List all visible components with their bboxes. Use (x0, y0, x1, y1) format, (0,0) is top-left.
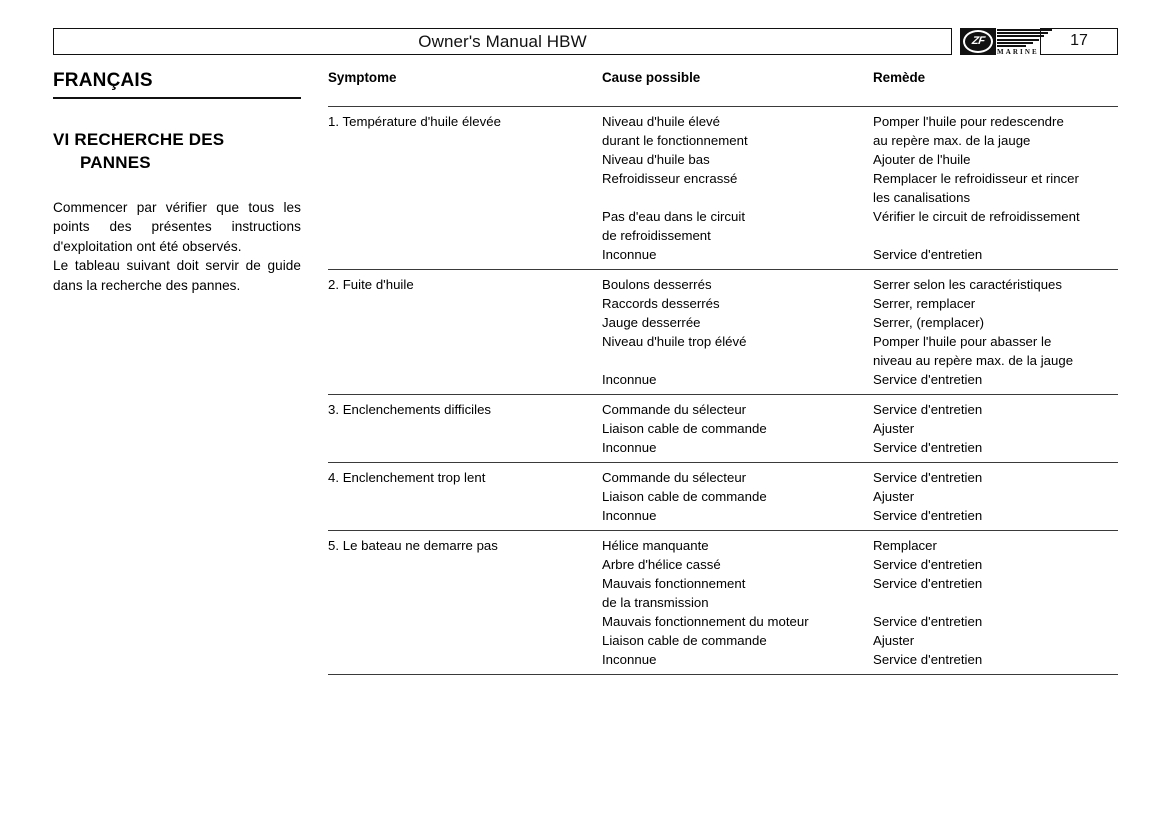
table-cell-line: Service d'entretien (873, 508, 983, 523)
table-cell-line: Mauvais fonctionnement (602, 576, 746, 591)
table-cell-line: Commande du sélecteur (602, 402, 747, 417)
table-header-row (328, 68, 1118, 106)
table-cell-line: 5. Le bateau ne demarre pas (328, 538, 498, 553)
section-heading (53, 128, 301, 174)
table-cell-line: Vérifier le circuit de refroidissement (873, 209, 1080, 224)
cell-symptome (328, 400, 602, 457)
cell-remede (873, 400, 1118, 457)
cell-cause (602, 400, 873, 457)
table-cell-line: Service d'entretien (873, 557, 983, 572)
table-cell-line: 1. Température d'huile élevée (328, 114, 501, 129)
cell-symptome (328, 468, 602, 525)
table-body (328, 107, 1118, 675)
table-row (328, 463, 1118, 530)
table-cell-line: Inconnue (602, 372, 657, 387)
table-cell-line: Pas d'eau dans le circuit (602, 209, 746, 224)
table-cell-line (602, 188, 873, 207)
column-header-cause: Cause possible (602, 70, 701, 85)
table-cell-line: Refroidisseur encrassé (602, 171, 738, 186)
table-cell-line: 4. Enclenchement trop lent (328, 470, 486, 485)
cell-cause (602, 468, 873, 525)
table-cell-line: Mauvais fonctionnement du moteur (602, 614, 809, 629)
table-row (328, 531, 1118, 674)
table-cell-line: Ajuster (873, 489, 915, 504)
table-cell-line: Ajuster (873, 421, 915, 436)
column-header-symptome: Symptome (328, 70, 397, 85)
table-cell-line: Remplacer le refroidisseur et rincer (873, 171, 1079, 186)
table-row-separator (328, 674, 1118, 675)
cell-remede (873, 275, 1118, 389)
table-cell-line: Niveau d'huile trop élévé (602, 334, 747, 349)
table-cell-line: de la transmission (602, 595, 709, 610)
page-header (53, 28, 1118, 57)
zf-mark-label: ZF (970, 35, 986, 47)
table-cell-line: Niveau d'huile élevé (602, 114, 721, 129)
table-cell-line: Liaison cable de commande (602, 489, 767, 504)
table-cell-line: Hélice manquante (602, 538, 709, 553)
table-cell-line: Commande du sélecteur (602, 470, 747, 485)
table-cell-line: 2. Fuite d'huile (328, 277, 414, 292)
section-heading-line2: PANNES (80, 153, 151, 172)
intro-paragraph-2: Le tableau suivant doit servir de guide dans la recherche des pannes. (53, 258, 301, 293)
table-cell-line: Boulons desserrés (602, 277, 712, 292)
table-cell-line: Niveau d'huile bas (602, 152, 710, 167)
table-cell-line: Service d'entretien (873, 440, 983, 455)
table-cell-line: Inconnue (602, 652, 657, 667)
cell-remede (873, 468, 1118, 525)
cell-remede (873, 112, 1118, 264)
cell-symptome (328, 112, 602, 264)
table-cell-line: au repère max. de la jauge (873, 133, 1031, 148)
zf-badge-icon (960, 28, 996, 55)
table-cell-line (602, 351, 873, 370)
troubleshooting-table (328, 68, 1118, 675)
table-cell-line: Serrer, remplacer (873, 296, 976, 311)
zf-oval-icon (963, 30, 993, 53)
table-cell-line: Service d'entretien (873, 470, 983, 485)
table-cell-line (873, 226, 1118, 245)
table-cell-line: Serrer, (remplacer) (873, 315, 985, 330)
table-cell-line: Liaison cable de commande (602, 633, 767, 648)
column-header-remede: Remède (873, 70, 926, 85)
table-cell-line: Service d'entretien (873, 576, 983, 591)
table-cell-line: Pomper l'huile pour redescendre (873, 114, 1064, 129)
zf-marine-logo (960, 28, 1052, 57)
table-cell-line: Serrer selon les caractéristiques (873, 277, 1063, 292)
table-cell-line: durant le fonctionnement (602, 133, 748, 148)
section-heading-line1: VI RECHERCHE DES (53, 130, 225, 149)
table-cell-line: niveau au repère max. de la jauge (873, 353, 1074, 368)
intro-paragraph-1: Commencer par vérifier que tous les points des présentes instructions d'exploitation ont été observés. (53, 200, 301, 254)
table-row (328, 395, 1118, 462)
cell-cause (602, 275, 873, 389)
page-title: Owner's Manual HBW (418, 31, 587, 51)
table-cell-line (873, 593, 1118, 612)
table-cell-line: de refroidissement (602, 228, 711, 243)
table-row (328, 270, 1118, 394)
table-cell-line: Service d'entretien (873, 652, 983, 667)
cell-symptome (328, 275, 602, 389)
table-cell-line: Service d'entretien (873, 614, 983, 629)
logo-wordmark: MARINE (997, 48, 1039, 56)
left-column (53, 70, 301, 295)
table-cell-line: Service d'entretien (873, 402, 983, 417)
table-row (328, 107, 1118, 269)
table-cell-line: Arbre d'hélice cassé (602, 557, 721, 572)
table-cell-line: Remplacer (873, 538, 937, 553)
language-heading: FRANÇAIS (53, 70, 301, 99)
table-cell-line: Jauge desserrée (602, 315, 701, 330)
page-number: 17 (1070, 32, 1088, 49)
cell-symptome (328, 536, 602, 669)
cell-cause (602, 536, 873, 669)
table-cell-line: Liaison cable de commande (602, 421, 767, 436)
table-cell-line: Raccords desserrés (602, 296, 720, 311)
table-cell-line: Inconnue (602, 247, 657, 262)
table-cell-line: Ajuster (873, 633, 915, 648)
table-cell-line: les canalisations (873, 190, 971, 205)
table-cell-line: 3. Enclenchements difficiles (328, 402, 492, 417)
table-cell-line: Inconnue (602, 440, 657, 455)
table-cell-line: Service d'entretien (873, 372, 983, 387)
table-cell-line: Inconnue (602, 508, 657, 523)
cell-cause (602, 112, 873, 264)
table-cell-line: Service d'entretien (873, 247, 983, 262)
page-number-box (1040, 28, 1118, 55)
table-cell-line: Ajouter de l'huile (873, 152, 971, 167)
cell-remede (873, 536, 1118, 669)
manual-title-box (53, 28, 952, 55)
table-cell-line: Pomper l'huile pour abasser le (873, 334, 1052, 349)
